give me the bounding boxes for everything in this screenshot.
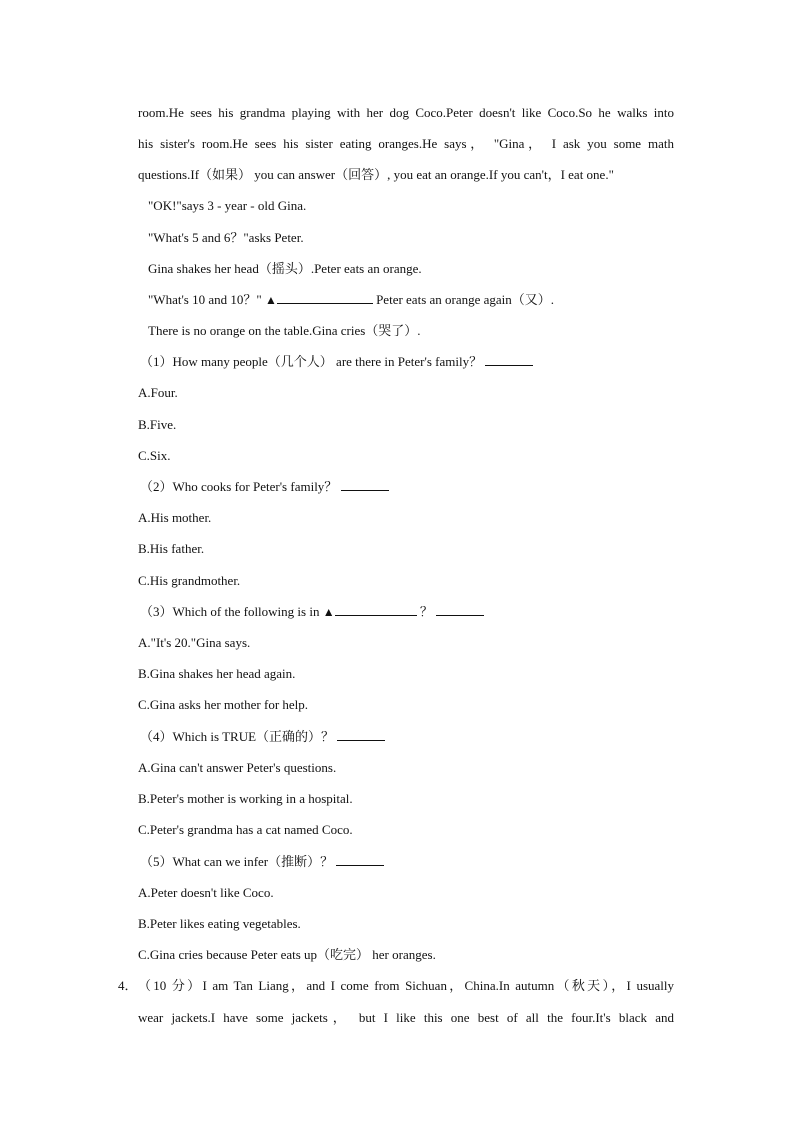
question-5-text: （5）What can we infer（推断）？ xyxy=(140,854,334,869)
question-4-option-c[interactable]: C.Peter's grandma has a cat named Coco. xyxy=(138,822,353,837)
question-2-option-c[interactable]: C.His grandmother. xyxy=(138,573,241,588)
passage-line-7-text: "What's 10 and 10？" xyxy=(148,292,262,307)
passage-line-3: questions.If（如果） you can answer（回答）, you eat an orange.If you can't，I eat one." xyxy=(138,167,614,182)
triangle-marker-icon: ▲ xyxy=(322,605,335,619)
question-5-option-c[interactable]: C.Gina cries because Peter eats up（吃完） her oranges. xyxy=(138,947,436,962)
question-1-text: （1）How many people（几个人） are there in Peter's family？ xyxy=(140,354,483,369)
passage-line-1: room.He sees his grandma playing with her dog Coco.Peter doesn't like Coco.So he walks into xyxy=(138,105,674,120)
question-3-option-c[interactable]: C.Gina asks her mother for help. xyxy=(138,697,309,712)
question-5-option-a[interactable]: A.Peter doesn't like Coco. xyxy=(138,885,274,900)
question-4-stem xyxy=(140,728,676,746)
section-4-line-1: （10 分）I am Tan Liang，and I come from Sichuan，China.In autumn（秋天），I usually xyxy=(138,978,674,993)
triangle-marker-icon: ▲ xyxy=(264,293,277,307)
answer-blank[interactable] xyxy=(277,291,373,304)
question-4-text: （4）Which is TRUE（正确的）？ xyxy=(140,729,335,744)
section-4-line-2: wear jackets.I have some jackets， but I like this one best of all the four.It's black and xyxy=(138,1010,674,1025)
passage-line-2: his sister's room.He sees his sister eating oranges.He says， "Gina， I ask you some math xyxy=(138,136,674,151)
question-3-stem xyxy=(140,603,676,621)
question-2-answer-blank[interactable] xyxy=(341,478,389,491)
question-2-text: （2）Who cooks for Peter's family？ xyxy=(140,479,338,494)
question-5-stem xyxy=(140,853,676,871)
question-2-stem xyxy=(140,478,676,496)
question-4-option-b[interactable]: B.Peter's mother is working in a hospital. xyxy=(138,791,353,806)
question-3-answer-blank[interactable] xyxy=(436,603,484,616)
passage-line-4: "OK!"says 3 - year - old Gina. xyxy=(148,198,307,213)
question-3-inline-blank xyxy=(335,603,417,616)
question-5-option-b[interactable]: B.Peter likes eating vegetables. xyxy=(138,916,301,931)
question-5-answer-blank[interactable] xyxy=(336,853,384,866)
question-1-option-b[interactable]: B.Five. xyxy=(138,417,177,432)
passage-line-7-tail: Peter eats an orange again（又）. xyxy=(376,292,555,307)
question-2-option-a[interactable]: A.His mother. xyxy=(138,510,212,525)
question-4-answer-blank[interactable] xyxy=(337,728,385,741)
passage-line-6: Gina shakes her head（摇头）.Peter eats an orange. xyxy=(148,261,422,276)
question-3-option-b[interactable]: B.Gina shakes her head again. xyxy=(138,666,296,681)
passage-line-5: "What's 5 and 6？"asks Peter. xyxy=(148,230,304,245)
question-3-question-mark: ？ xyxy=(419,604,433,619)
question-2-option-b[interactable]: B.His father. xyxy=(138,541,205,556)
question-1-option-a[interactable]: A.Four. xyxy=(138,385,178,400)
question-4-option-a[interactable]: A.Gina can't answer Peter's questions. xyxy=(138,760,337,775)
question-1-stem xyxy=(140,353,676,371)
passage-line-8: There is no orange on the table.Gina cries（哭了）. xyxy=(148,323,421,338)
question-1-option-c[interactable]: C.Six. xyxy=(138,448,171,463)
question-3-text: （3）Which of the following is in xyxy=(140,604,320,619)
section-4-number: 4． xyxy=(118,978,138,993)
question-3-option-a[interactable]: A."It's 20."Gina says. xyxy=(138,635,251,650)
question-1-answer-blank[interactable] xyxy=(485,353,533,366)
passage-line-7 xyxy=(148,291,684,309)
